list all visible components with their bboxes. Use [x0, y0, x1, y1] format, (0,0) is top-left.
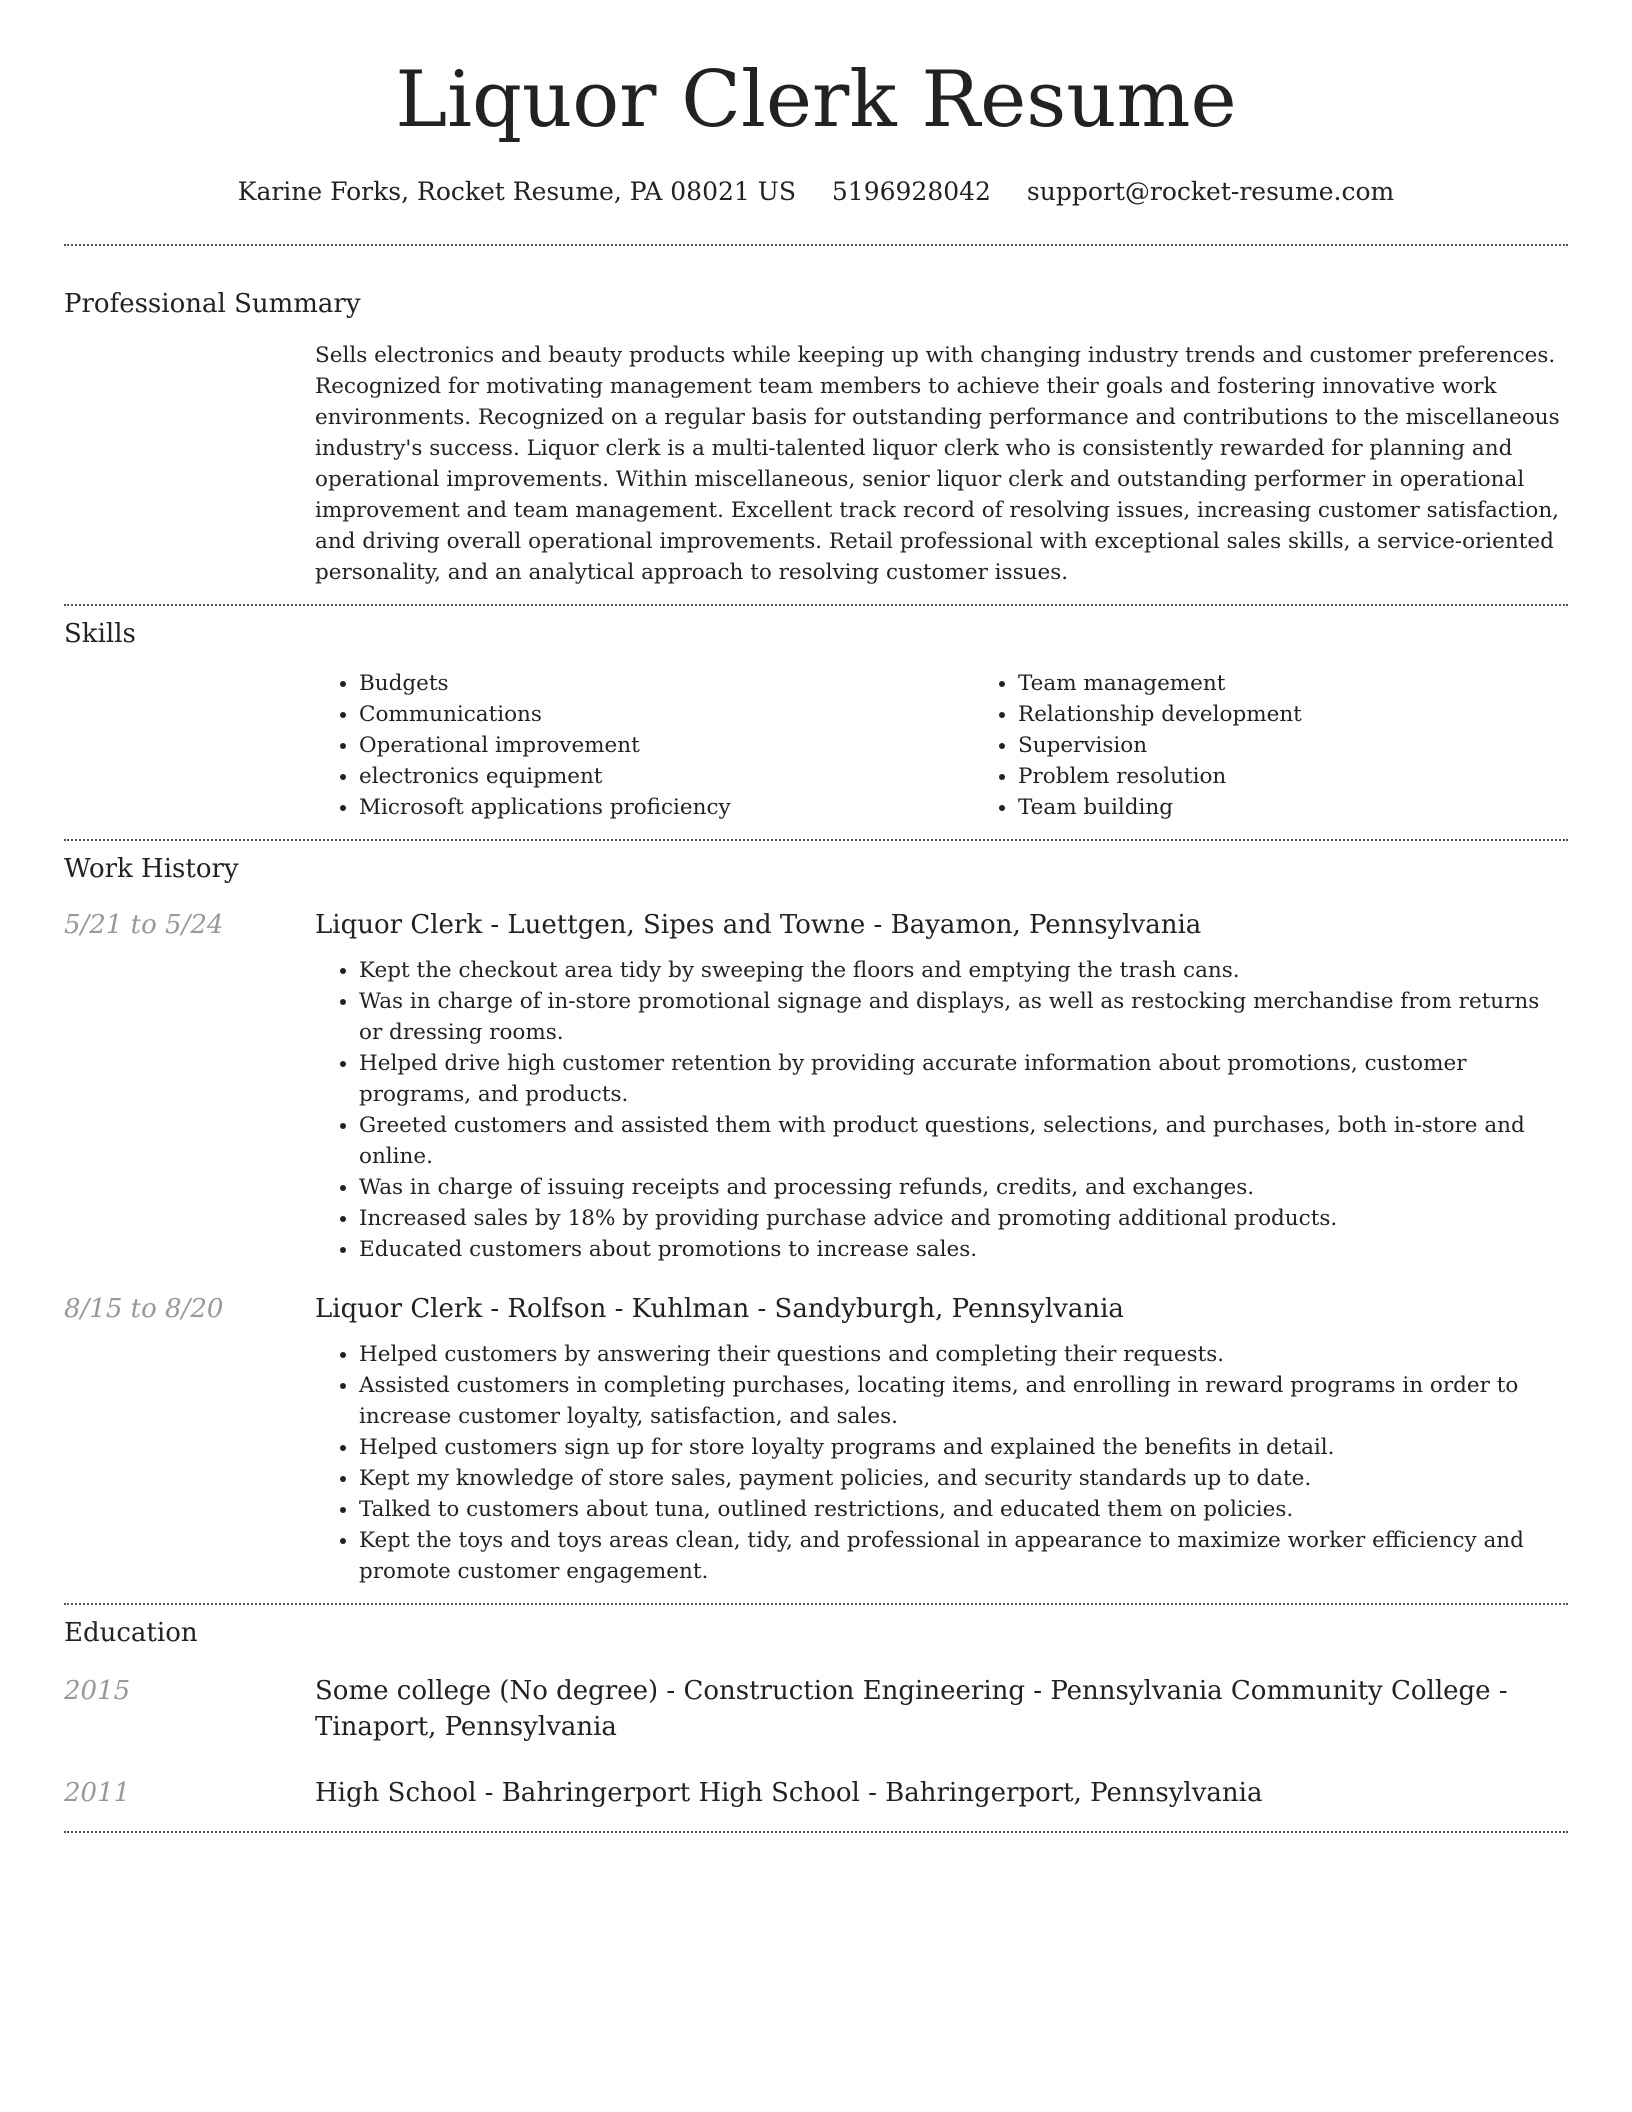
job-entry: [64, 907, 1568, 1265]
summary-text: Sells electronics and beauty products while keeping up with changing industry trends and customer preferences. Recognized for motivating management team members to achieve their goals and fostering innovative work environments. Recognized on a regular basis for outstanding performance and contributions to the miscellaneous industry's success. Liquor clerk is a multi-talented liquor clerk who is consistently rewarded for planning and operational improvements. Within miscellaneous, senior liquor clerk and outstanding performer in operational improvement and team management. Excellent track record of resolving issues, increasing customer satisfaction, and driving overall operational improvements. Retail professional with exceptional sales skills, a service-oriented personality, and an analytical approach to resolving customer issues.: [315, 343, 1560, 585]
job-title: Liquor Clerk - Luettgen, Sipes and Towne - Bayamon, Pennsylvania: [315, 910, 1202, 940]
section-heading-summary: Professional Summary: [64, 289, 361, 319]
education-school: - Bahringerport High School - Bahringerport, Pennsylvania: [476, 1778, 1263, 1808]
summary-row: [64, 340, 1568, 588]
education-detail: [315, 1775, 1568, 1811]
skills-list-right: [974, 668, 1632, 823]
divider: [64, 1603, 1568, 1605]
skill-item: • Supervision: [1018, 730, 1632, 761]
contact-line: [64, 172, 1568, 212]
education-year: 2015: [64, 1676, 131, 1706]
skill-item: • Relationship development: [1018, 699, 1632, 730]
divider: [64, 244, 1568, 246]
page-title: Liquor Clerk Resume: [395, 55, 1237, 145]
contact-phone: 5196928042: [831, 177, 991, 206]
job-bullet: • Talked to customers about tuna, outlined restrictions, and educated them on policies.: [359, 1494, 1568, 1525]
education-degree: Some college (No degree) - Construction Engineering: [315, 1676, 1026, 1706]
job-bullet: • Kept the toys and toys areas clean, tidy, and professional in appearance to maximize worker efficiency and promote customer engagement.: [359, 1525, 1568, 1587]
job-bullet: • Was in charge of in-store promotional signage and displays, as well as restocking merchandise from returns or dressing rooms.: [359, 986, 1568, 1048]
skill-item: • electronics equipment: [359, 761, 974, 792]
skill-item: • Problem resolution: [1018, 761, 1632, 792]
skill-item: • Team building: [1018, 792, 1632, 823]
section-heading-work: Work History: [64, 854, 239, 884]
education-year: 2011: [64, 1778, 131, 1808]
divider: [64, 1831, 1568, 1833]
job-bullet: • Was in charge of issuing receipts and processing refunds, credits, and exchanges.: [359, 1172, 1568, 1203]
job-bullet: • Assisted customers in completing purchases, locating items, and enrolling in reward programs in order to increase customer loyalty, satisfaction, and sales.: [359, 1370, 1568, 1432]
skills-list-left: [315, 668, 974, 823]
education-entry: [64, 1775, 1568, 1811]
job-bullet: • Educated customers about promotions to increase sales.: [359, 1234, 1568, 1265]
education-school: - Pennsylvania Community College - Tinaport, Pennsylvania: [315, 1676, 1508, 1742]
job-entry: [64, 1291, 1568, 1587]
contact-email: support@rocket-resume.com: [1026, 177, 1395, 206]
skill-item: • Budgets: [359, 668, 974, 699]
education-detail: [315, 1673, 1568, 1745]
skill-item: • Operational improvement: [359, 730, 974, 761]
divider: [64, 604, 1568, 606]
job-bullets: [315, 955, 1568, 1265]
job-bullets: [315, 1339, 1568, 1587]
job-title: Liquor Clerk - Rolfson - Kuhlman - Sandyburgh, Pennsylvania: [315, 1294, 1124, 1324]
section-heading-skills: Skills: [64, 619, 136, 649]
skill-item: • Team management: [1018, 668, 1632, 699]
section-heading-education: Education: [64, 1618, 198, 1648]
divider: [64, 839, 1568, 841]
education-degree: High School: [315, 1778, 477, 1808]
job-dates: 8/15 to 8/20: [64, 1294, 224, 1324]
education-entry: [64, 1673, 1568, 1745]
skills-row: [64, 668, 1568, 823]
job-bullet: • Helped customers by answering their questions and completing their requests.: [359, 1339, 1568, 1370]
job-bullet: • Increased sales by 18% by providing purchase advice and promoting additional products.: [359, 1203, 1568, 1234]
skill-item: • Microsoft applications proficiency: [359, 792, 974, 823]
job-bullet: • Kept my knowledge of store sales, payment policies, and security standards up to date.: [359, 1463, 1568, 1494]
contact-address: Karine Forks, Rocket Resume, PA 08021 US: [237, 177, 796, 206]
job-bullet: • Helped drive high customer retention by providing accurate information about promotions, customer programs, and products.: [359, 1048, 1568, 1110]
job-bullet: • Greeted customers and assisted them with product questions, selections, and purchases, both in-store and online.: [359, 1110, 1568, 1172]
job-dates: 5/21 to 5/24: [64, 910, 224, 940]
skill-item: • Communications: [359, 699, 974, 730]
job-bullet: • Helped customers sign up for store loyalty programs and explained the benefits in detail.: [359, 1432, 1568, 1463]
job-bullet: • Kept the checkout area tidy by sweeping the floors and emptying the trash cans.: [359, 955, 1568, 986]
